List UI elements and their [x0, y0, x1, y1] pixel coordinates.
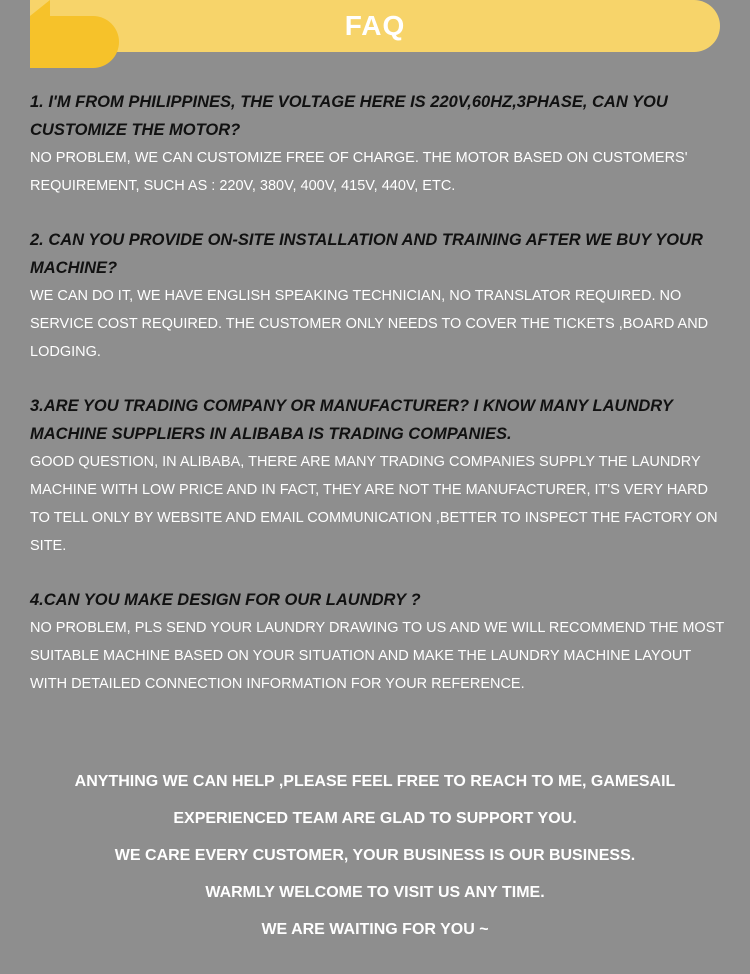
faq-item-4	[30, 586, 730, 698]
faq-question: 2. CAN YOU PROVIDE ON-SITE INSTALLATION AND TRAINING AFTER WE BUY YOUR MACHINE?	[30, 231, 703, 277]
faq-question: 4.CAN YOU MAKE DESIGN FOR OUR LAUNDRY ?	[30, 591, 421, 609]
faq-item-2	[30, 226, 730, 366]
closing-line: EXPERIENCED TEAM ARE GLAD TO SUPPORT YOU.	[173, 810, 577, 827]
faq-question: 3.ARE YOU TRADING COMPANY OR MANUFACTURER? I KNOW MANY LAUNDRY MACHINE SUPPLIERS IN ALIBABA IS TRADING COMPANIES.	[30, 397, 673, 443]
faq-question: 1. I'M FROM PHILIPPINES, THE VOLTAGE HERE IS 220V,60HZ,3PHASE, CAN YOU CUSTOMIZE THE MOTOR?	[30, 93, 668, 139]
faq-answer: GOOD QUESTION, IN ALIBABA, THERE ARE MANY TRADING COMPANIES SUPPLY THE LAUNDRY MACHINE WITH LOW PRICE AND IN FACT, THEY ARE NOT THE MANUFACTURER, IT'S VERY HARD TO TELL ONLY BY WEBSITE AND EMAIL COMMUNICATION ,BETTER TO INSPECT THE FACTORY ON SITE.	[30, 454, 718, 554]
faq-answer: WE CAN DO IT, WE HAVE ENGLISH SPEAKING TECHNICIAN, NO TRANSLATOR REQUIRED. NO SERVICE COST REQUIRED. THE CUSTOMER ONLY NEEDS TO COVER THE TICKETS ,BOARD AND LODGING.	[30, 288, 709, 360]
closing-line: WE ARE WAITING FOR YOU ~	[261, 921, 489, 938]
faq-list	[30, 88, 730, 724]
closing-message	[0, 763, 750, 948]
faq-item-1	[30, 88, 730, 200]
page-title: FAQ	[344, 10, 406, 41]
faq-answer: NO PROBLEM, PLS SEND YOUR LAUNDRY DRAWING TO US AND WE WILL RECOMMEND THE MOST SUITABLE MACHINE BASED ON YOUR SITUATION AND MAKE THE LAUNDRY MACHINE LAYOUT WITH DETAILED CONNECTION INFORMATION FOR YOUR REFERENCE.	[30, 620, 724, 692]
closing-line: WARMLY WELCOME TO VISIT US ANY TIME.	[205, 884, 545, 901]
closing-line: ANYTHING WE CAN HELP ,PLEASE FEEL FREE TO REACH TO ME, GAMESAIL	[74, 773, 676, 790]
closing-line: WE CARE EVERY CUSTOMER, YOUR BUSINESS IS OUR BUSINESS.	[114, 847, 636, 864]
faq-answer: NO PROBLEM, WE CAN CUSTOMIZE FREE OF CHARGE. THE MOTOR BASED ON CUSTOMERS' REQUIREMENT, SUCH AS : 220V, 380V, 400V, 415V, 440V, ETC.	[30, 150, 688, 194]
faq-item-3	[30, 392, 730, 560]
